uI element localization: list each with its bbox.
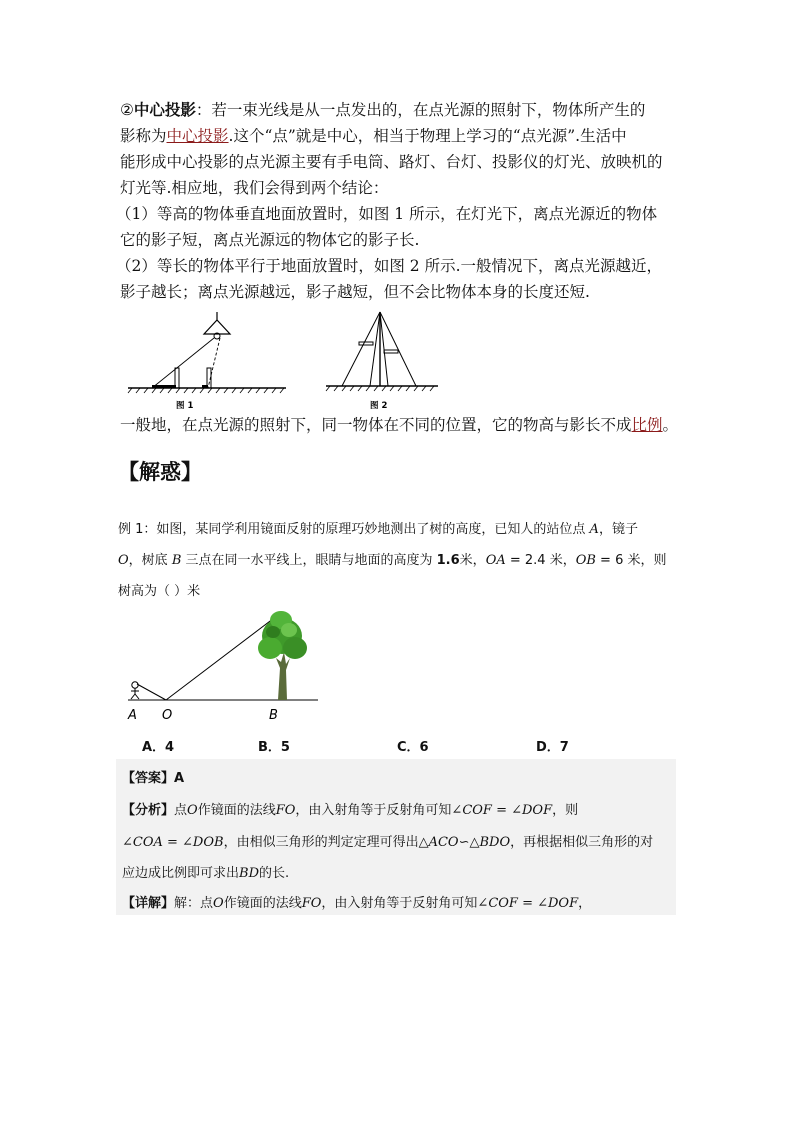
option-a[interactable]: A．4 xyxy=(142,740,175,755)
detail-text: 解：点 xyxy=(174,896,214,911)
example-text: ，树底 xyxy=(128,553,172,568)
intro-line-2 xyxy=(120,123,680,149)
detail-line-1 xyxy=(122,892,591,911)
intro-line-1 xyxy=(120,97,680,123)
conclusion-1-line-2: 它的影子短，离点光源远的物体它的影子长. xyxy=(120,231,420,249)
figure-1-label: 图 1 xyxy=(176,401,194,411)
analysis-text: ，再根据相似三角形的对 xyxy=(510,835,654,850)
option-c[interactable]: C．6 xyxy=(397,740,429,755)
example-line-1 xyxy=(118,514,678,545)
proportion-link[interactable]: 比例 xyxy=(631,416,663,434)
summary-sentence xyxy=(120,412,700,438)
analysis-text: 作镜面的法线 xyxy=(197,803,276,818)
segment-bd: BD xyxy=(239,866,259,881)
intro-line-4: 灯光等.相应地，我们会得到两个结论： xyxy=(120,179,389,197)
label-b: B xyxy=(269,708,278,723)
example-problem xyxy=(118,514,678,607)
oa-value: = 2.4 米， xyxy=(505,553,576,568)
detail-text: 作镜面的法线 xyxy=(223,896,302,911)
intro-line-3: 能形成中心投影的点光源主要有手电筒、路灯、台灯、投影仪的灯光、放映机的 xyxy=(120,153,663,171)
example-text: 三点在同一水平线上，眼睛与地面的高度为 xyxy=(181,553,437,568)
conclusion-2-line-1: （2）等长的物体平行于地面放置时，如图 2 所示.一般情况下，离点光源越近， xyxy=(116,257,663,275)
point-o: O xyxy=(213,896,224,911)
similar-triangles: △ACO∽△BDO xyxy=(418,835,511,850)
segment-oa: OA xyxy=(485,553,506,568)
analysis-line-2 xyxy=(122,831,653,850)
example-line-3: 树高为（ ）米 xyxy=(118,584,201,599)
point-o: O xyxy=(118,553,129,568)
angle-equation: ∠COF = ∠DOF xyxy=(477,896,579,911)
normal-fo: FO xyxy=(301,896,322,911)
point-b: B xyxy=(171,553,182,568)
angle-equation-1: ∠COF = ∠DOF xyxy=(451,803,553,818)
analysis-text: 的长. xyxy=(259,866,290,881)
answer-value: A xyxy=(174,771,185,786)
ob-value: = 6 米，则 xyxy=(595,553,667,568)
eye-height-value: 1.6 xyxy=(436,553,460,568)
label-a: A xyxy=(128,708,137,723)
intro-text: 影称为 xyxy=(120,127,167,145)
figure-2-label: 图 2 xyxy=(370,401,388,411)
intro-text: ：若一束光线是从一点发出的，在点光源的照射下，物体所产生的 xyxy=(195,101,646,119)
figure-2-lamp-horizontal-rods xyxy=(322,308,442,412)
analysis-tag: 【分析】 xyxy=(122,803,175,818)
detail-text: ，由入射角等于反射角可知 xyxy=(321,896,478,911)
analysis-text: ，则 xyxy=(552,803,579,818)
label-o: O xyxy=(162,708,173,723)
circled-number: ② xyxy=(120,101,134,119)
segment-ob: OB xyxy=(575,553,596,568)
analysis-text: ，由相似三角形的判定定理可得出 xyxy=(223,835,419,850)
analysis-text: 应边成比例即可求出 xyxy=(122,866,240,881)
analysis-line-3 xyxy=(122,862,289,881)
normal-fo: FO xyxy=(275,803,296,818)
example-text: 例 1：如图，某同学利用镜面反射的原理巧妙地测出了树的高度，已知人的站位点 xyxy=(118,522,590,537)
example-line-2 xyxy=(118,545,678,576)
central-projection-link[interactable]: 中心投影 xyxy=(166,127,229,145)
example-text: ，镜子 xyxy=(598,522,638,537)
point-o: O xyxy=(187,803,198,818)
option-b[interactable]: B．5 xyxy=(258,740,290,755)
conclusion-1-line-1: （1）等高的物体垂直地面放置时，如图 1 所示，在灯光下，离点光源近的物体 xyxy=(116,205,658,223)
summary-text: 一般地，在点光源的照射下，同一物体在不同的位置，它的物高与影长不成 xyxy=(120,416,632,434)
analysis-line-1 xyxy=(122,799,578,818)
detail-text: ， xyxy=(578,896,592,911)
detail-tag: 【详解】 xyxy=(122,896,175,911)
point-a: A xyxy=(589,522,599,537)
option-d[interactable]: D．7 xyxy=(536,740,569,755)
conclusion-2-line-2: 影子越长；离点光源越远，影子越短，但不会比物体本身的长度还短. xyxy=(120,283,590,301)
answer-line xyxy=(122,767,184,786)
term-bold: 中心投影 xyxy=(133,100,196,119)
mirror-tree-diagram xyxy=(118,606,328,724)
analysis-text: 点 xyxy=(174,803,188,818)
answer-tag: 【答案】 xyxy=(122,771,175,786)
example-text: 米， xyxy=(459,553,486,568)
section-heading: 【解惑】 xyxy=(118,460,202,484)
angle-equation-2: ∠COA = ∠DOB xyxy=(122,835,224,850)
analysis-text: ，由入射角等于反射角可知 xyxy=(295,803,452,818)
figure-1-lamp-shadows xyxy=(124,312,294,412)
intro-text: .这个“点”就是中心，相当于物理上学习的“点光源”.生活中 xyxy=(228,127,627,145)
summary-text: 。 xyxy=(662,416,679,434)
